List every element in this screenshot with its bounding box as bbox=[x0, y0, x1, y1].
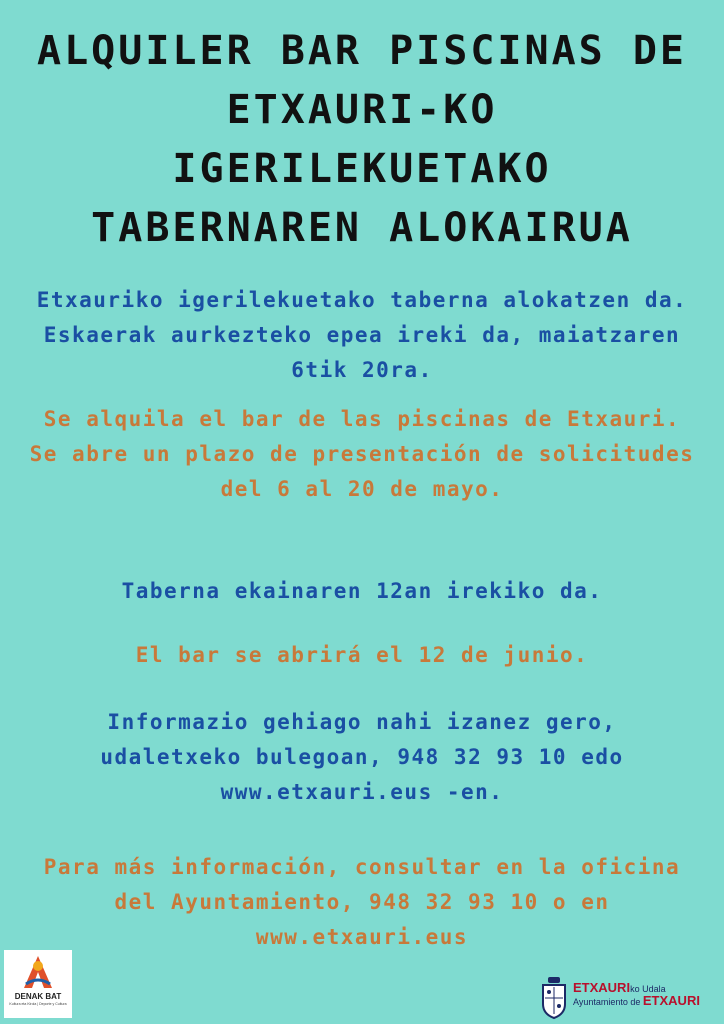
title-line: IGERILEKUETAKO bbox=[172, 146, 552, 192]
text-line: www.etxauri.eus -en. bbox=[220, 780, 504, 804]
text-line: del Ayuntamiento, 948 32 93 10 o en bbox=[114, 890, 610, 914]
logo-subtitle: Kultura eta Kirola | Deporte y Cultura bbox=[9, 1002, 67, 1006]
spanish-info-notice bbox=[6, 850, 718, 955]
text-line: Se alquila el bar de las piscinas de Etxauri. bbox=[43, 407, 681, 431]
text-line: El bar se abrirá el 12 de junio. bbox=[135, 643, 589, 667]
text-line: Taberna ekainaren 12an irekiko da. bbox=[121, 579, 603, 603]
logo-line-spanish: Ayuntamiento de ETXAURI bbox=[573, 993, 700, 1008]
denak-bat-logo bbox=[4, 950, 72, 1018]
text-line: Informazio gehiago nahi izanez gero, bbox=[107, 710, 617, 734]
ayuntamiento-logo bbox=[539, 976, 719, 1020]
basque-rental-notice bbox=[6, 283, 718, 388]
spanish-rental-notice bbox=[6, 402, 718, 507]
coat-of-arms-icon bbox=[539, 976, 569, 1020]
text-line: 6tik 20ra. bbox=[291, 358, 433, 382]
text-line: www.etxauri.eus bbox=[255, 925, 469, 949]
denak-bat-emblem-icon bbox=[18, 954, 58, 992]
logo-line-basque: ETXAURIko Udala bbox=[573, 980, 666, 995]
text-line: udaletxeko bulegoan, 948 32 93 10 edo bbox=[100, 745, 624, 769]
text-line: Etxauriko igerilekuetako taberna alokatzen da. bbox=[36, 288, 688, 312]
logo-name: DENAK BAT bbox=[14, 992, 62, 1001]
basque-opening-notice bbox=[6, 574, 718, 609]
text-line: Para más información, consultar en la oficina bbox=[43, 855, 681, 879]
text-line: del 6 al 20 de mayo. bbox=[220, 477, 504, 501]
text-line: Eskaerak aurkezteko epea ireki da, maiatzaren bbox=[43, 323, 681, 347]
spanish-opening-notice bbox=[6, 638, 718, 673]
title-line: TABERNAREN ALOKAIRUA bbox=[91, 205, 633, 251]
title-line: ETXAURI-KO bbox=[226, 87, 498, 133]
basque-info-notice bbox=[6, 705, 718, 810]
title-line: ALQUILER BAR PISCINAS DE bbox=[37, 28, 687, 74]
text-line: Se abre un plazo de presentación de solicitudes bbox=[29, 442, 695, 466]
poster-title bbox=[0, 22, 724, 258]
